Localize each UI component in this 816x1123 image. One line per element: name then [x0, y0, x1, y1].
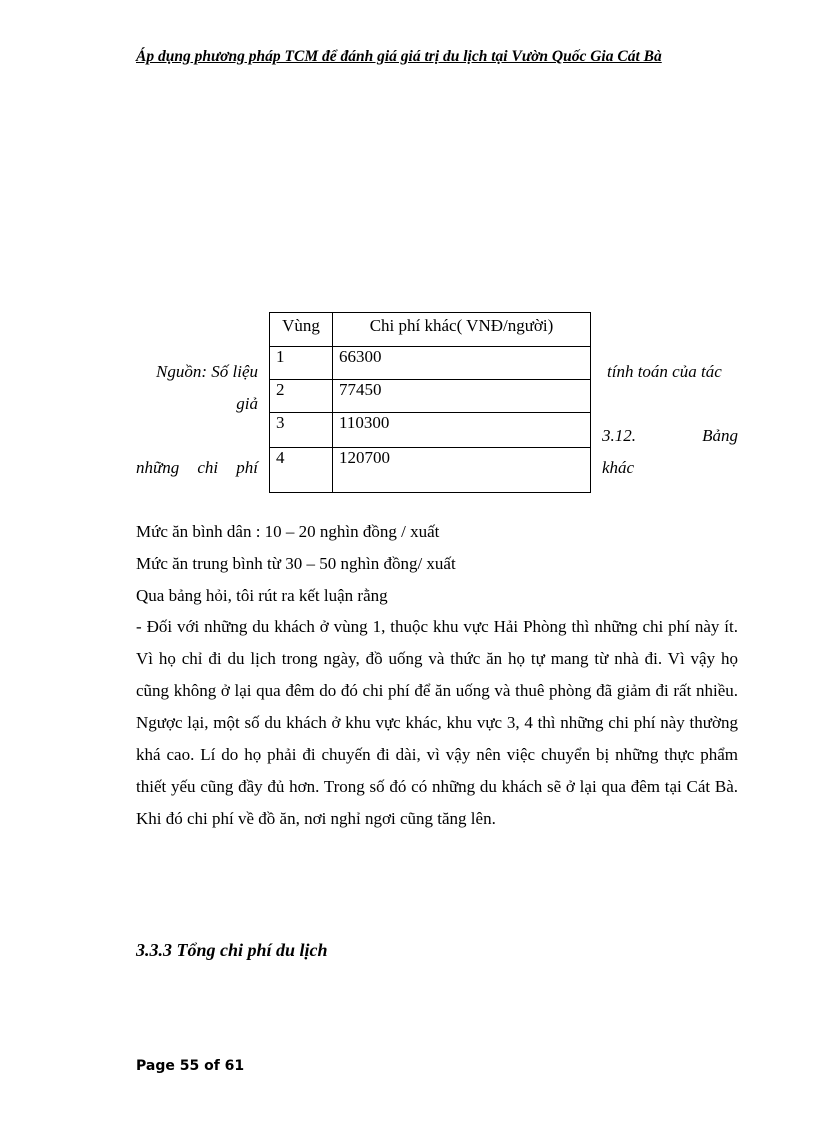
text-line-survey-conclusion: Qua bảng hỏi, tôi rút ra kết luận rằng [136, 586, 388, 605]
text-line-basic-meal: Mức ăn bình dân : 10 – 20 nghìn đồng / xuất [136, 522, 440, 541]
caption-right-line3: khác [602, 458, 635, 477]
caption-left-line1: Nguồn: Số liệu [156, 362, 258, 381]
text-line-average-meal: Mức ăn trung bình từ 30 – 50 nghìn đồng/ xuất [136, 554, 456, 573]
table-cell-cost: 66300 [333, 347, 591, 380]
table-row [270, 347, 591, 380]
table-row [270, 380, 591, 413]
table-cell-cost: 110300 [333, 413, 591, 448]
table-header-row [270, 313, 591, 347]
table-cell-cost: 120700 [333, 448, 591, 493]
table-cell-region: 2 [270, 380, 333, 413]
page-header-title: Áp dụng phương pháp TCM để đánh giá giá trị du lịch tại Vườn Quốc Gia Cát Bà [136, 48, 662, 65]
caption-right-line2b: Bảng [702, 426, 738, 445]
other-costs-table [269, 312, 591, 493]
body-paragraph: - Đối với những du khách ở vùng 1, thuộc khu vực Hải Phòng thì những chi phí này ít. Vì họ chỉ đi du lịch trong ngày, đồ uống và thức ăn họ tự mang từ nhà đi. Vì vậy họ cũng không ở lại qua đêm do đó chi phí để ăn uống và thuê phòng đã giảm đi rất nhiều. Ngược lại, một số du khách ở khu vực khác, khu vực 3, 4 thì những chi phí này thường khá cao. Lí do họ phải đi chuyến đi dài, vì vậy nên việc chuyển bị những thực phẩm thiết yếu cũng đầy đủ hơn. Trong số đó có những du khách sẽ ở lại qua đêm tại Cát Bà. Khi đó chi phí về đồ ăn, nơi nghỉ ngơi cũng tăng lên. [136, 617, 738, 828]
table-header-cost: Chi phí khác( VNĐ/người) [333, 313, 591, 347]
caption-left-line3: những chi phí [136, 458, 258, 477]
table-cell-region: 4 [270, 448, 333, 493]
table-header-region: Vùng [270, 313, 333, 347]
table-cell-region: 3 [270, 413, 333, 448]
caption-right-line2a: 3.12. [602, 426, 636, 445]
table-cell-region: 1 [270, 347, 333, 380]
page-number-footer: Page 55 of 61 [136, 1058, 245, 1074]
table-row [270, 448, 591, 493]
section-heading: 3.3.3 Tổng chi phí du lịch [136, 940, 328, 960]
caption-right-line1: tính toán của tác [607, 362, 722, 381]
table-cell-cost: 77450 [333, 380, 591, 413]
caption-left-line2: giả [236, 394, 258, 413]
table-row [270, 413, 591, 448]
